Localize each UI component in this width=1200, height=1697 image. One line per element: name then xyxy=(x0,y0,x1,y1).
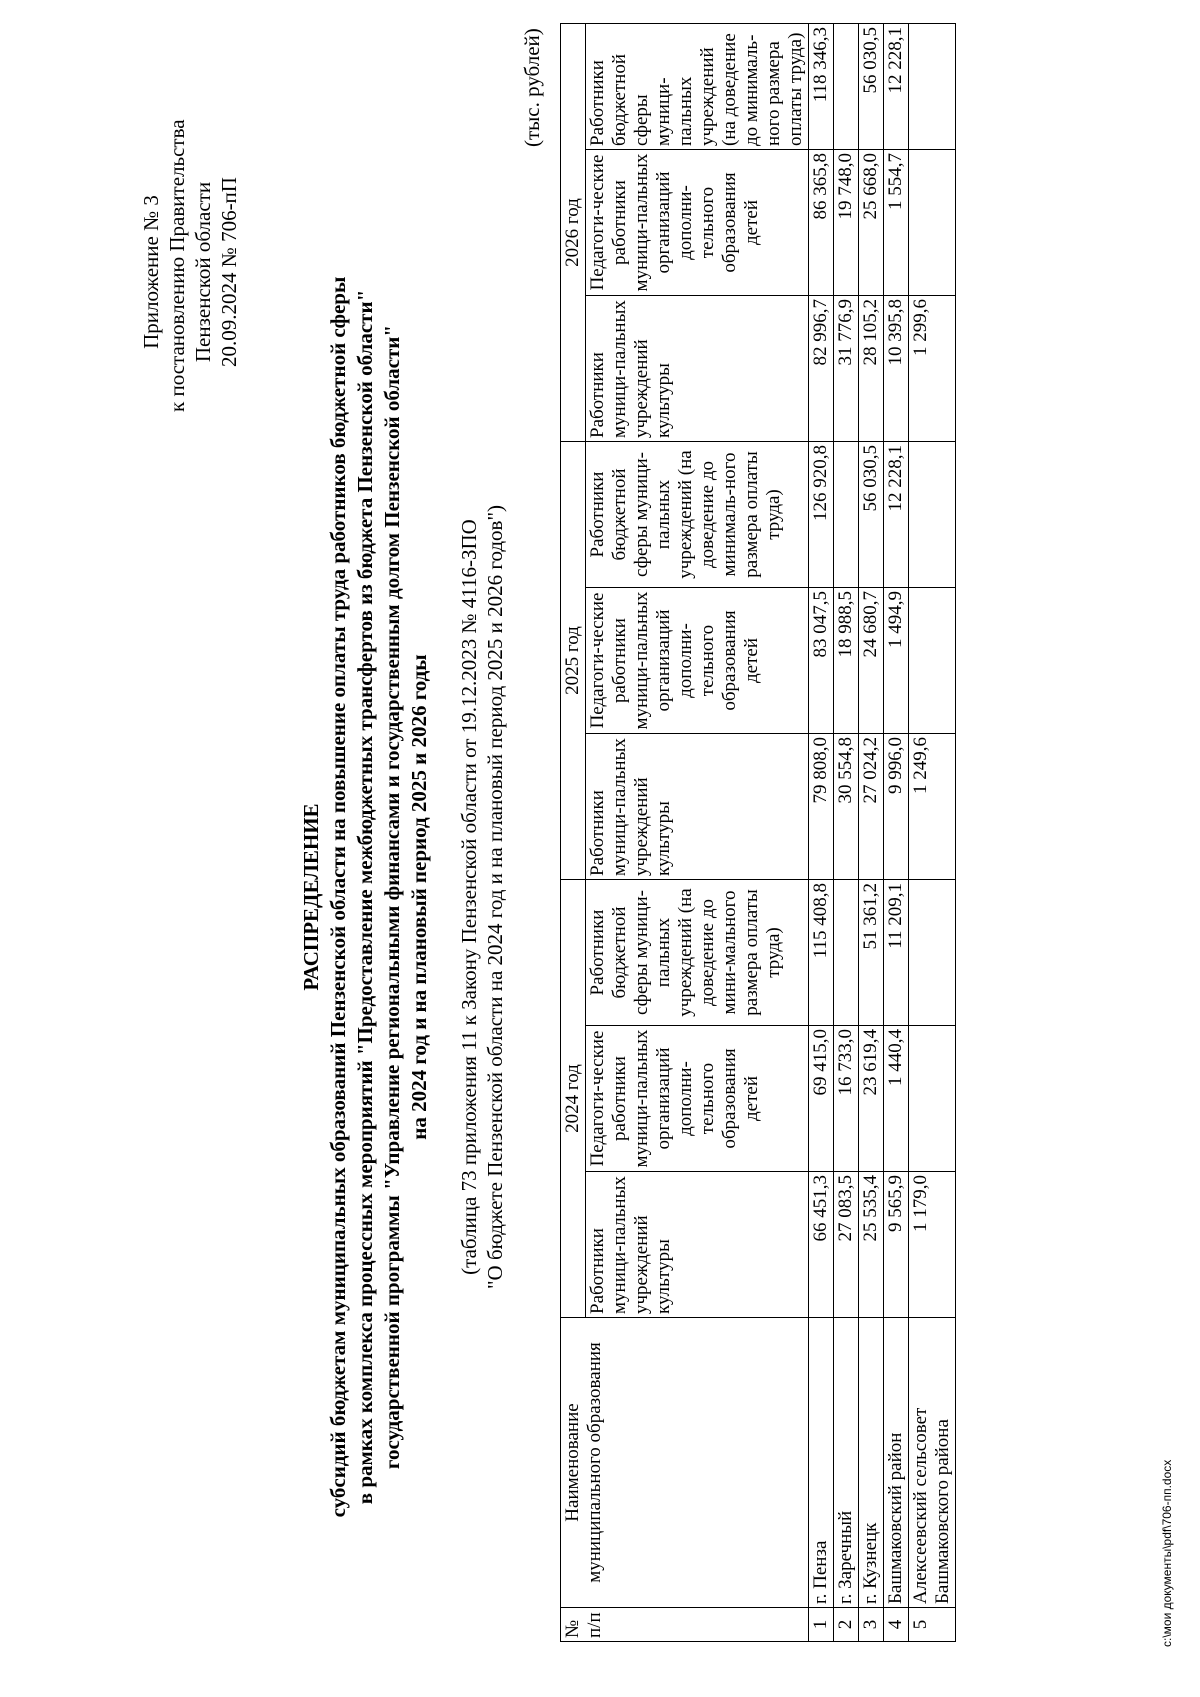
value-cell: 30 554,8 xyxy=(834,734,859,880)
value-cell: 56 030,5 xyxy=(859,442,884,588)
value-cell: 1 179,0 xyxy=(909,1172,956,1318)
value-cell: 12 228,1 xyxy=(884,24,909,150)
value-cell xyxy=(909,442,956,588)
header-year-2026: 2026 год xyxy=(561,24,586,442)
municipality-name: Алексеевский сельсовет Башмаковского района xyxy=(909,1318,956,1608)
value-cell xyxy=(909,150,956,296)
row-number: 1 xyxy=(809,1608,834,1642)
municipality-name: г. Кузнецк xyxy=(859,1318,884,1608)
value-cell: 31 776,9 xyxy=(834,296,859,442)
header-municipality xyxy=(561,1318,809,1608)
value-cell: 118 346,3 xyxy=(809,24,834,150)
header-2024-pedagogical: Педагоги-ческие работники муници-пальных организаций дополни-тельного образования детей xyxy=(586,1026,809,1172)
table-row xyxy=(909,24,956,1642)
distribution-table xyxy=(560,23,956,1642)
header-number: № п/п xyxy=(561,1608,809,1642)
header-municipality-line-2: муниципального образования xyxy=(584,1342,605,1583)
municipality-name: г. Пенза xyxy=(809,1318,834,1608)
units-label: (тыс. рублей) xyxy=(520,28,544,147)
header-2025-budget-sphere: Работники бюджетной сферы муници-пальных учреждений (на доведение до минималь-ного размера оплаты труда) xyxy=(586,442,809,588)
value-cell: 82 996,7 xyxy=(809,296,834,442)
value-cell xyxy=(909,1026,956,1172)
row-number: 5 xyxy=(909,1608,956,1642)
value-cell xyxy=(909,588,956,734)
value-cell: 16 733,0 xyxy=(834,1026,859,1172)
value-cell: 83 047,5 xyxy=(809,588,834,734)
value-cell: 23 619,4 xyxy=(859,1026,884,1172)
value-cell xyxy=(909,880,956,1026)
header-2026-pedagogical: Педагоги-ческие работники муници-пальных организаций дополни-тельного образования детей xyxy=(586,150,809,296)
header-2026-budget-sphere: Работники бюджетной сферы муници-пальных учреждений (на доведение до минималь-ного размера оплаты труда) xyxy=(586,24,809,150)
value-cell: 79 808,0 xyxy=(809,734,834,880)
row-number: 4 xyxy=(884,1608,909,1642)
appendix-line-2: к постановлению Правительства xyxy=(165,119,189,412)
municipality-name: г. Заречный xyxy=(834,1318,859,1608)
value-cell xyxy=(834,880,859,1026)
appendix-line-1: Приложение № 3 xyxy=(139,195,163,349)
value-cell: 126 920,8 xyxy=(809,442,834,588)
value-cell: 1 554,7 xyxy=(884,150,909,296)
header-2025-culture: Работники муници-пальных учреждений культуры xyxy=(586,734,809,880)
title-line-3: государственной программы "Управление региональными финансами и государственным долгом Пензенской области" xyxy=(380,324,404,1470)
source-line-1: (таблица 73 приложения 11 к Закону Пензенской области от 19.12.2023 № 4116-ЗПО xyxy=(457,519,481,1275)
table-row xyxy=(809,24,834,1642)
header-municipality-line-1: Наименование xyxy=(562,1403,583,1522)
source-reference xyxy=(456,207,508,1587)
title-heading: РАСПРЕДЕЛЕНИЕ xyxy=(299,803,323,991)
row-number: 3 xyxy=(859,1608,884,1642)
value-cell: 24 680,7 xyxy=(859,588,884,734)
appendix-line-4: 20.09.2024 № 706-пП xyxy=(217,177,241,367)
value-cell: 25 535,4 xyxy=(859,1172,884,1318)
value-cell: 51 361,2 xyxy=(859,880,884,1026)
value-cell: 27 024,2 xyxy=(859,734,884,880)
value-cell: 9 565,9 xyxy=(884,1172,909,1318)
value-cell: 86 365,8 xyxy=(809,150,834,296)
value-cell xyxy=(834,442,859,588)
value-cell: 28 105,2 xyxy=(859,296,884,442)
value-cell: 18 988,5 xyxy=(834,588,859,734)
footer-file-path: c:\мои документы\pdf\706-пп.docx xyxy=(1160,1459,1174,1647)
title-line-2: в рамках комплекса процессных мероприятий "Предоставление межбюджетных трансфертов из бюджета Пензенской области" xyxy=(353,289,377,1505)
value-cell: 11 209,1 xyxy=(884,880,909,1026)
table-row xyxy=(884,24,909,1642)
value-cell: 69 415,0 xyxy=(809,1026,834,1172)
row-number: 2 xyxy=(834,1608,859,1642)
header-year-2025: 2025 год xyxy=(561,442,586,880)
appendix-note xyxy=(138,119,242,412)
value-cell: 19 748,0 xyxy=(834,150,859,296)
value-cell: 25 668,0 xyxy=(859,150,884,296)
table-row xyxy=(859,24,884,1642)
document-title xyxy=(298,207,433,1587)
value-cell: 56 030,5 xyxy=(859,24,884,150)
value-cell: 115 408,8 xyxy=(809,880,834,1026)
value-cell xyxy=(909,24,956,150)
header-year-2024: 2024 год xyxy=(561,880,586,1318)
header-2024-culture: Работники муници-пальных учреждений культуры xyxy=(586,1172,809,1318)
value-cell: 66 451,3 xyxy=(809,1172,834,1318)
title-line-4: на 2024 год и на плановый период 2025 и 2026 годы xyxy=(407,654,431,1140)
value-cell: 1 494,9 xyxy=(884,588,909,734)
table-body xyxy=(809,24,956,1642)
value-cell xyxy=(834,24,859,150)
source-line-2: "О бюджете Пензенской области на 2024 год и на плановый период 2025 и 2026 годов") xyxy=(483,504,507,1290)
header-2025-pedagogical: Педагоги-ческие работники муници-пальных организаций дополни-тельного образования детей xyxy=(586,588,809,734)
table-row xyxy=(834,24,859,1642)
value-cell: 1 249,6 xyxy=(909,734,956,880)
value-cell: 12 228,1 xyxy=(884,442,909,588)
value-cell: 1 299,6 xyxy=(909,296,956,442)
value-cell: 10 395,8 xyxy=(884,296,909,442)
header-2026-culture: Работники муници-пальных учреждений культуры xyxy=(586,296,809,442)
title-line-1: субсидий бюджетам муниципальных образований Пензенской области на повышение оплаты труда работников бюджетной сферы xyxy=(326,276,350,1518)
value-cell: 1 440,4 xyxy=(884,1026,909,1172)
header-2024-budget-sphere: Работники бюджетной сферы муници-пальных учреждений (на доведение до мини-мального размера оплаты труда) xyxy=(586,880,809,1026)
header-row-years xyxy=(561,24,586,1642)
appendix-line-3: Пензенской области xyxy=(191,181,215,363)
value-cell: 9 996,0 xyxy=(884,734,909,880)
value-cell: 27 083,5 xyxy=(834,1172,859,1318)
municipality-name: Башмаковский район xyxy=(884,1318,909,1608)
